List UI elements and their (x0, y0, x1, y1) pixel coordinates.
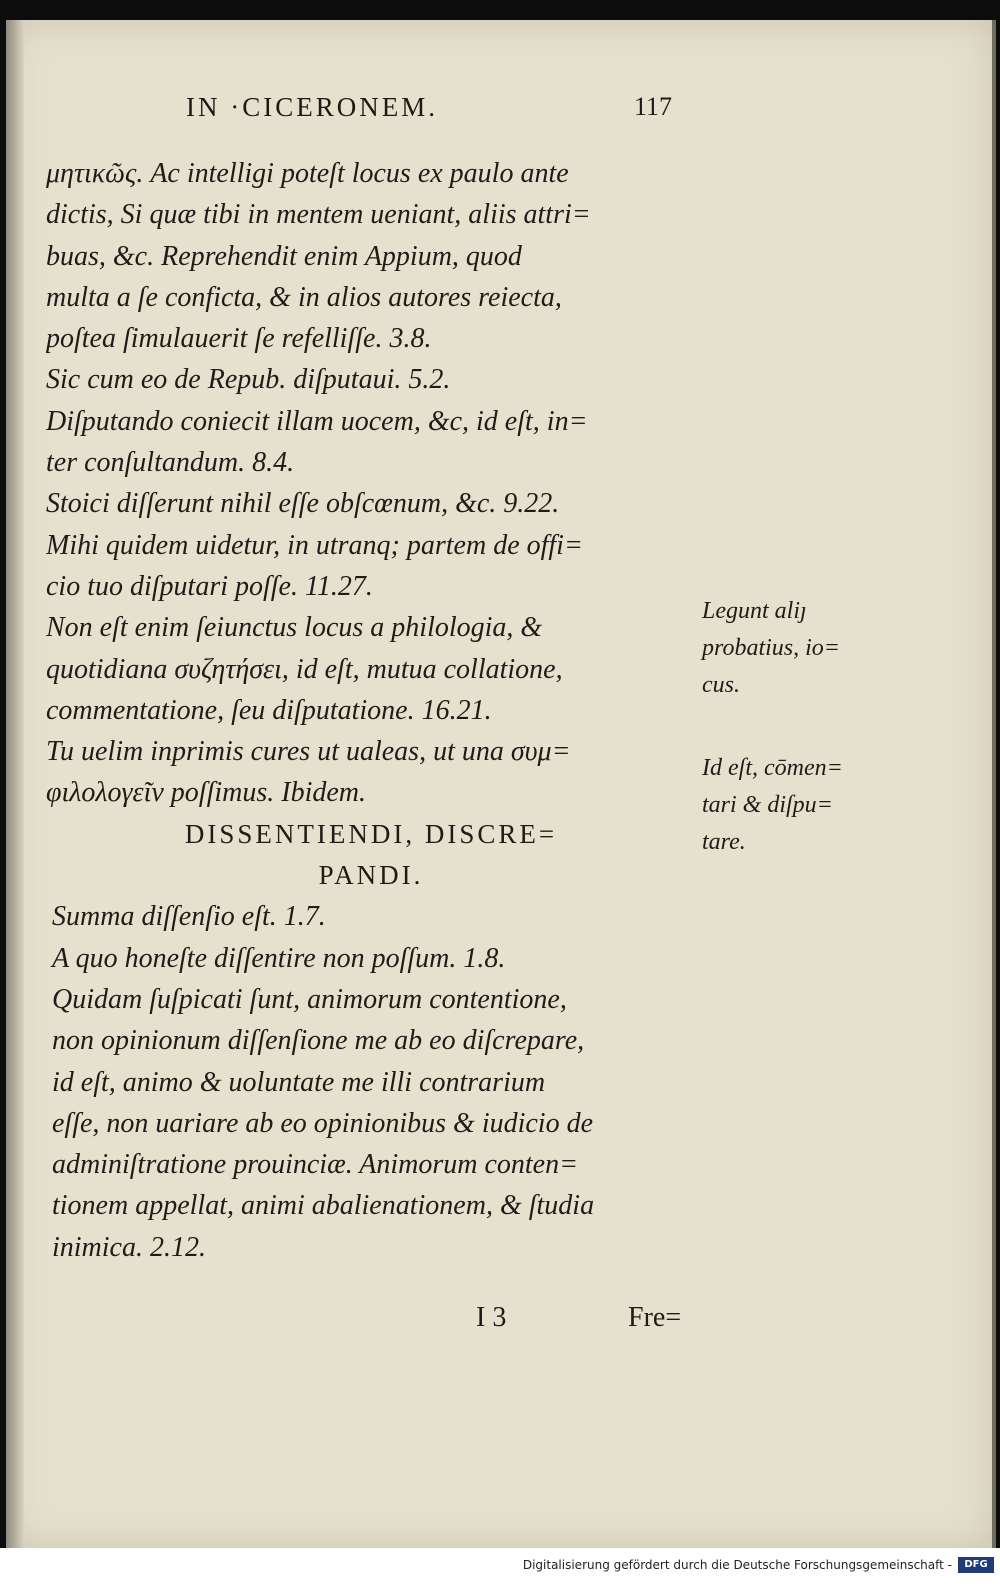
text-line: id eſt, animo & uoluntate me illi contrarium (52, 1066, 546, 1098)
running-title: IN ·CICERONEM. (186, 92, 438, 122)
text-line: Quidam ſuſpicati ſunt, animorum contentione, (52, 983, 567, 1015)
marginal-note-line: tari & diſpu= (702, 792, 833, 818)
text-line: poſtea ſimulauerit ſe refelliſſe. 3.8. (46, 323, 432, 355)
text-line: adminiſtratione prouinciæ. Animorum conten= (52, 1149, 578, 1181)
main-text-column (46, 153, 696, 1268)
marginal-note-line: cus. (702, 672, 740, 698)
catchword: Fre= (628, 1302, 682, 1333)
marginal-note-line: Legunt aliȷ (702, 598, 807, 624)
section-heading: PANDI. (318, 860, 424, 891)
text-line: Sic cum eo de Repub. diſputaui. 5.2. (46, 364, 451, 396)
text-line: tionem appellat, animi abalienationem, & ſtudia (52, 1190, 595, 1222)
text-line: dictis, Si quæ tibi in mentem ueniant, aliis attri= (46, 199, 591, 231)
text-line: inimica. 2.12. (52, 1231, 206, 1263)
text-line: non opinionum diſſenſione me ab eo diſcrepare, (52, 1025, 585, 1057)
signature-mark: I 3 (476, 1302, 507, 1333)
text-line: Tu uelim inprimis cures ut ualeas, ut una συμ= (46, 736, 571, 768)
funding-note: Digitalisierung gefördert durch die Deutsche Forschungsgemeinschaft - (522, 1558, 952, 1572)
text-line: multa a ſe conficta, & in alios autores reiecta, (46, 281, 562, 313)
page-gutter (6, 20, 24, 1548)
text-line: quotidiana συζητήσει, id eſt, mutua collatione, (46, 653, 563, 685)
marginal-note-line: tare. (702, 829, 746, 855)
text-line: Non eſt enim ſeiunctus locus a philologia, & (46, 612, 543, 644)
text-line: buas, &c. Reprehendit enim Appium, quod (46, 240, 522, 272)
marginal-note-line: Id eſt, cōmen= (702, 755, 843, 781)
dfg-logo-icon: DFG (958, 1557, 994, 1573)
text-line: Diſputando coniecit illam uocem, &c, id eſt, in= (46, 405, 588, 437)
text-line: eſſe, non uariare ab eo opinionibus & iudicio de (52, 1107, 594, 1139)
text-line: Summa diſſenſio eſt. 1.7. (52, 901, 326, 933)
book-page (6, 20, 996, 1548)
text-line: commentatione, ſeu diſputatione. 16.21. (46, 694, 492, 726)
funding-footer (0, 1548, 1000, 1585)
marginal-note (702, 750, 882, 861)
marginal-note-line: probatius, io= (702, 635, 840, 661)
text-line: Mihi quidem uidetur, in utranq; partem de offi= (46, 529, 583, 561)
section-heading: DISSENTIENDI, DISCRE= (184, 818, 558, 849)
text-line: μητικῶς. Ac intelligi poteſt locus ex paulo ante (46, 158, 569, 189)
text-line: cio tuo diſputari poſſe. 11.27. (46, 570, 373, 602)
text-line: A quo honeſte diſſentire non poſſum. 1.8. (52, 942, 506, 974)
marginal-note (702, 593, 882, 704)
text-line: ter conſultandum. 8.4. (46, 447, 295, 479)
text-line: φιλολογεῖν poſſimus. Ibidem. (46, 777, 367, 809)
page-number: 117 (634, 92, 673, 121)
text-line: Stoici diſſerunt nihil eſſe obſcœnum, &c. 9.22. (46, 488, 560, 520)
